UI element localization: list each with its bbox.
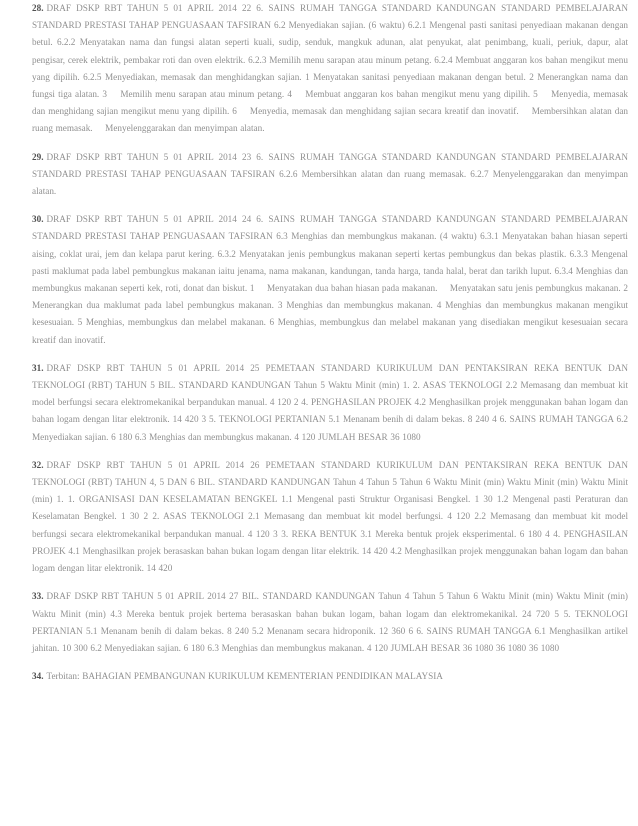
paragraph-text: DRAF DSKP RBT TAHUN 5 01 APRIL 2014 27 BIL. STANDARD KANDUNGAN Tahun 4 Tahun 5 Tahun 6 Waktu Minit (min) Waktu Minit (min) Waktu Minit (min) 4.3 Mereka bentuk projek bertema berasaskan bahan bukan logam, bahan logam dan elektromekanikal. 24 720 5 5. TEKNOLOGI PERTANIAN 5.1 Menanam benih di dalam bekas. 8 240 5.2 Menanam secara hidroponik. 12 360 6 6. SAINS RUMAH TANGGA 6.1 Menghasilkan artikel jahitan. 10 300 6.2 Menyediakan sajian. 6 180 6.3 Menghias dan membungkus makanan. 4 120 JUMLAH BESAR 36 1080 36 1080 36 1080 bbox=[32, 591, 628, 653]
paragraph-text: DRAF DSKP RBT TAHUN 5 01 APRIL 2014 22 6. SAINS RUMAH TANGGA STANDARD KANDUNGAN STANDARD PEMBELAJARAN STANDARD PRESTASI TAHAP PENGUASAAN TAFSIRAN 6.2 Menyediakan sajian. (6 waktu) 6.2.1 Mengenal pasti sanitasi penyediaan makanan dengan betul. 6.2.2 Menyatakan nama dan fungsi alatan seperti kuali, sudip, senduk, mangkuk adunan, alat penyukat, alat penimbang, kuali, periuk, dapur, alat pengisar, cerek elektrik, pembakar roti dan oven elektrik. 6.2.3 Memilih menu sarapan atau minum petang. 6.2.4 Membuat anggaran kos bahan mengikut menu yang dipilih. 6.2.5 Menyediakan, memasak dan menghidangkan sajian. 1 Menyatakan sanitasi penyediaan makanan dengan betul. 2 Menerangkan nama dan fungsi tiga alatan. 3 Memilih menu sarapan atau minum petang. 4 Membuat anggaran kos bahan mengikut menu yang dipilih. 5 Menyedia, memasak dan menghidang sajian mengikut menu yang dipilih. 6 Menyedia, memasak dan menghidang sajian secara kreatif dan inovatif. Membersihkan alatan dan ruang memasak. Menyelenggarakan dan menyimpan alatan. bbox=[32, 3, 628, 134]
paragraph-text: DRAF DSKP RBT TAHUN 5 01 APRIL 2014 25 PEMETAAN STANDARD KURIKULUM DAN PENTAKSIRAN REKA BENTUK DAN TEKNOLOGI (RBT) TAHUN 5 BIL. STANDARD KANDUNGAN Tahun 5 Waktu Minit (min) 1. 2. ASAS TEKNOLOGI 2.2 Memasang dan membuat kit model berfungsi secara elektromekanikal berpandukan manual. 4 120 2 4. PENGHASILAN PROJEK 4.2 Menghasilkan projek menggunakan bahan logam dan bahan logam dengan litar elektronik. 14 420 3 5. TEKNOLOGI PERTANIAN 5.1 Menanam benih di dalam bekas. 8 240 4 6. SAINS RUMAH TANGGA 6.2 Menyediakan sajian. 6 180 6.3 Menghias dan membungkus makanan. 4 120 JUMLAH BESAR 36 1080 bbox=[32, 362, 628, 442]
paragraph-number: 28. bbox=[32, 3, 44, 13]
paragraph-29 bbox=[32, 149, 628, 201]
paragraph-number: 33. bbox=[32, 591, 44, 602]
paragraph-text: DRAF DSKP RBT TAHUN 5 01 APRIL 2014 26 PEMETAAN STANDARD KURIKULUM DAN PENTAKSIRAN REKA BENTUK DAN TEKNOLOGI (RBT) TAHUN 4, 5 DAN 6 BIL. STANDARD KANDUNGAN Tahun 4 Tahun 5 Tahun 6 Waktu Minit (min) Waktu Minit (min) Waktu Minit (min) 1. 1. ORGANISASI DAN KESELAMATAN BENGKEL 1.1 Mengenal pasti Struktur Organisasi Bengkel. 1 30 1.2 Mengenal pasti Peraturan dan Keselamatan Bengkel. 1 30 2 2. ASAS TEKNOLOGI 2.1 Memasang dan membuat kit model berfungsi. 4 120 2.2 Memasang dan membuat kit model berfungsi secara elektromekanikal berpandukan manual. 4 120 3 3. REKA BENTUK 3.1 Mereka bentuk projek eksperimental. 6 180 4 4. PENGHASILAN PROJEK 4.1 Menghasilkan projek berasaskan bahan bukan logam dengan litar elektrik. 14 420 4.2 Menghasilkan projek menggunakan bahan logam dan bahan logam dengan litar elektronik. 14 420 bbox=[32, 459, 628, 574]
paragraph-number: 31. bbox=[32, 362, 44, 373]
paragraph-34 bbox=[32, 668, 628, 685]
paragraph-30 bbox=[32, 211, 628, 349]
paragraph-number: 34. bbox=[32, 671, 44, 682]
paragraph-text: DRAF DSKP RBT TAHUN 5 01 APRIL 2014 24 6. SAINS RUMAH TANGGA STANDARD KANDUNGAN STANDARD PEMBELAJARAN STANDARD PRESTASI TAHAP PENGUASAAN TAFSIRAN 6.3 Menghias dan membungkus makanan. (4 waktu) 6.3.1 Menyatakan bahan hiasan seperti aising, coklat urai, jem dan kelapa parut kering. 6.3.2 Menyatakan jenis pembungkus makanan seperti kertas pembungkus dan bekas plastik. 6.3.3 Mengenal pasti maklumat pada label pembungkus makanan iaitu jenama, nama makanan, kandungan, tanda harga, tanda halal, berat dan tarikh luput. 6.3.4 Menghias dan membungkus makanan seperti kek, roti, donat dan biskut. 1 Menyatakan dua bahan hiasan pada makanan. Menyatakan satu jenis pembungkus makanan. 2 Menerangkan dua maklumat pada label pembungkus makanan. 3 Menghias dan membungkus makanan. 4 Menghias dan membungkus makanan mengikut kesesuaian. 5 Menghias, membungkus dan melabel makanan. 6 Menghias, membungkus dan melabel makanan yang disediakan mengikut kesesuaian secara kreatif dan inovatif. bbox=[32, 214, 628, 345]
paragraph-28 bbox=[32, 0, 628, 138]
paragraph-number: 30. bbox=[32, 214, 44, 225]
paragraph-number: 29. bbox=[32, 151, 44, 162]
paragraph-32 bbox=[32, 457, 628, 577]
paragraph-31 bbox=[32, 360, 628, 446]
paragraph-text: Terbitan: BAHAGIAN PEMBANGUNAN KURIKULUM KEMENTERIAN PENDIDIKAN MALAYSIA bbox=[46, 671, 443, 682]
paragraph-text: DRAF DSKP RBT TAHUN 5 01 APRIL 2014 23 6. SAINS RUMAH TANGGA STANDARD KANDUNGAN STANDARD PEMBELAJARAN STANDARD PRESTASI TAHAP PENGUASAAN TAFSIRAN 6.2.6 Membersihkan alatan dan ruang memasak. 6.2.7 Menyelenggarakan dan menyimpan alatan. bbox=[32, 151, 628, 197]
paragraph-number: 32. bbox=[32, 459, 44, 470]
paragraph-33 bbox=[32, 588, 628, 657]
